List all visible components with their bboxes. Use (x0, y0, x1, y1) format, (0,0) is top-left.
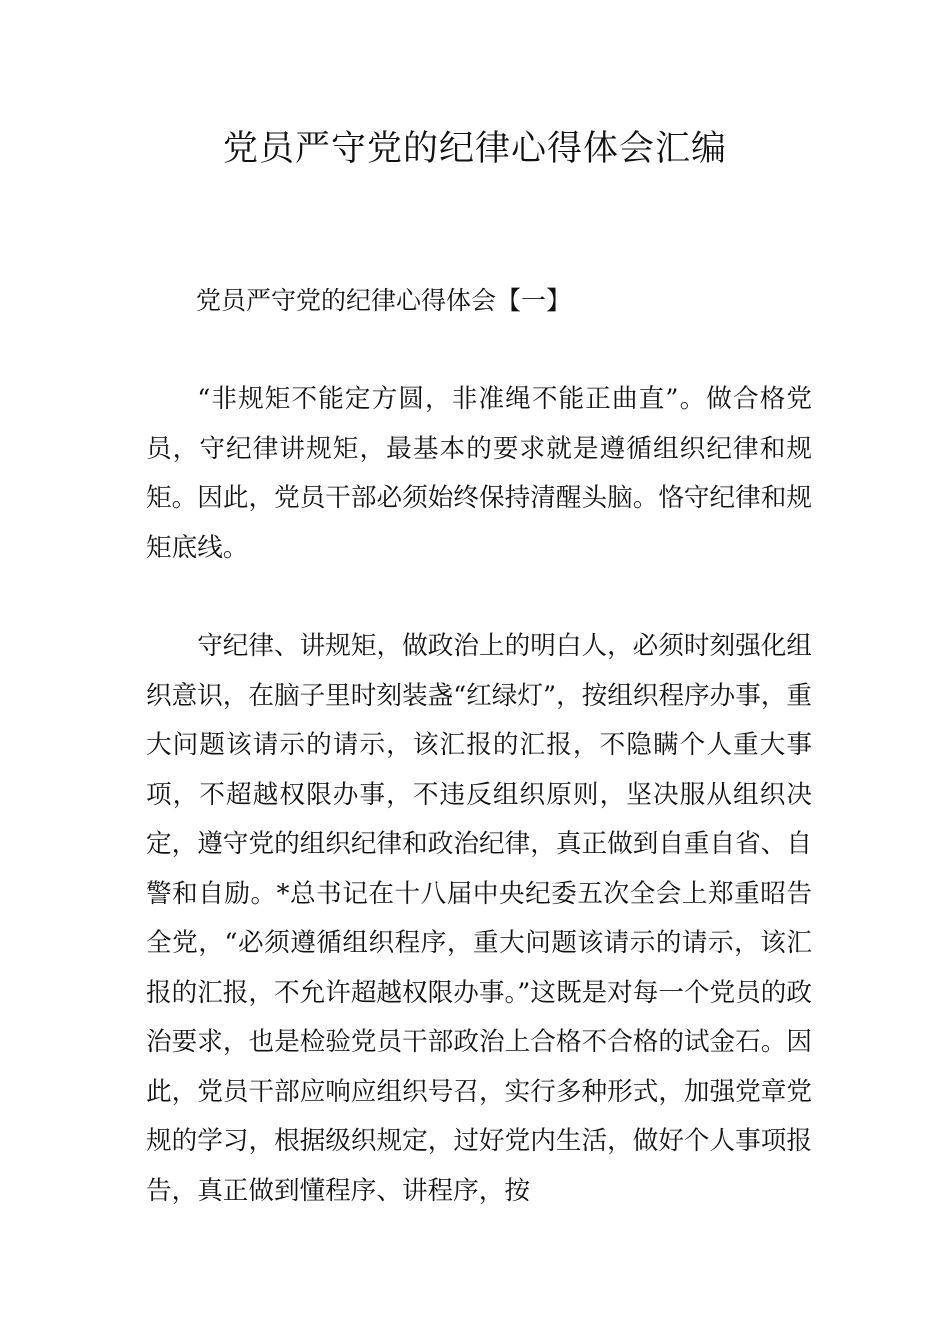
section-heading: 党员严守党的纪律心得体会【一】 (196, 286, 572, 315)
document-title: 党员严守党的纪律心得体会汇编 (222, 129, 727, 169)
body-paragraph-2: 守纪律、讲规矩，做政治上的明白人，必须时刻强化组织意识，在脑子里时刻装盏“红绿灯”，按组织程序办事，重大问题该请示的请示，该汇报的汇报，不隐瞒个人重大事项，不超越权限办事，不违反组织原则，坚决服从组织决定，遵守党的组织纪律和政治纪律，真正做到自重自省、自警和自励。*总书记在十八届中央纪委五次全会上郑重昭告全党，“必须遵循组织程序，重大问题该请示的请示，该汇报的汇报，不允许超越权限办事。”这既是对每一个党员的政治要求，也是检验党员干部政治上合格不合格的试金石。因此，党员干部应响应组织号召，实行多种形式，加强党章党规的学习，根据级织规定，过好党内生活，做好个人事项报告，真正做到懂程序、讲程序，按 (146, 631, 813, 1206)
body-paragraph-1: “非规矩不能定方圆，非准绳不能正曲直”。做合格党员，守纪律讲规矩，最基本的要求就是遵循组织纪律和规矩。因此，党员干部必须始终保持清醒头脑。恪守纪律和规矩底线。 (146, 384, 812, 563)
